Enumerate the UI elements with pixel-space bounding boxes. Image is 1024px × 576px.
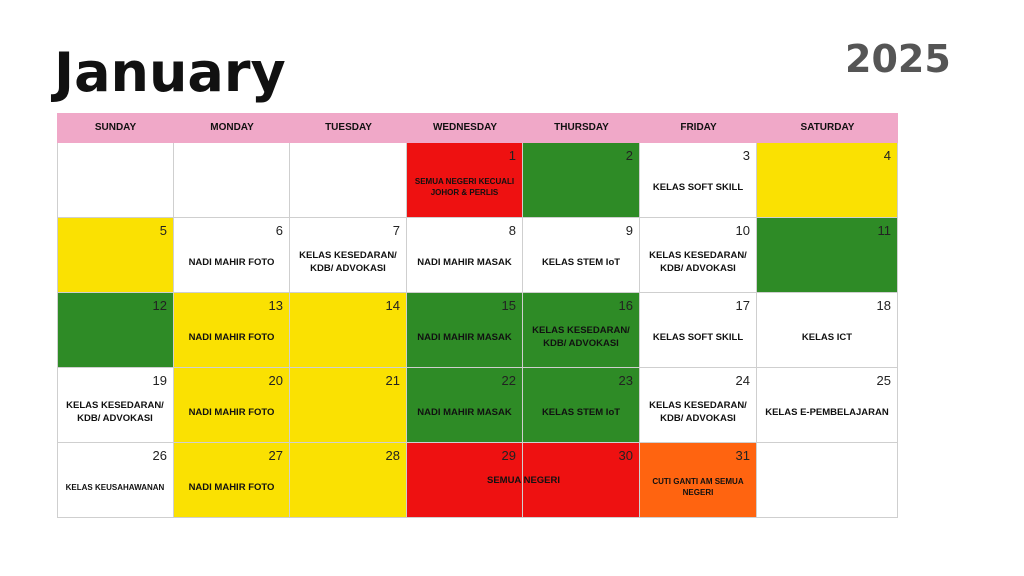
day-cell-4[interactable] (757, 143, 898, 218)
day-cell-2[interactable] (523, 143, 640, 218)
event-label: KELAS SOFT SKILL (652, 181, 744, 193)
day-cell-31[interactable] (640, 443, 757, 518)
event-label: NADI MAHIR FOTO (188, 406, 275, 418)
spanning-event-label: SEMUA NEGERI (486, 475, 561, 486)
day-number: 2 (625, 148, 633, 163)
day-number: 25 (876, 373, 891, 388)
day-cell-11[interactable] (757, 218, 898, 293)
event-label: KELAS STEM IoT (541, 256, 621, 268)
day-number: 9 (625, 223, 633, 238)
day-number: 3 (742, 148, 750, 163)
day-cell-12[interactable] (57, 293, 174, 368)
event-label: KELAS ICT (801, 331, 853, 343)
day-cell-28[interactable] (290, 443, 407, 518)
empty-day-cell[interactable] (757, 443, 898, 518)
day-number: 16 (618, 298, 633, 313)
day-number: 7 (392, 223, 400, 238)
day-cell-22[interactable] (407, 368, 523, 443)
day-number: 17 (735, 298, 750, 313)
day-cell-5[interactable] (57, 218, 174, 293)
day-number: 4 (883, 148, 891, 163)
day-cell-8[interactable] (407, 218, 523, 293)
day-number: 1 (508, 148, 516, 163)
weekday-tuesday: TUESDAY (325, 122, 372, 133)
event-label: KELAS KEUSAHAWANAN (65, 482, 165, 492)
event-label: NADI MAHIR MASAK (417, 331, 512, 343)
event-label: NADI MAHIR MASAK (417, 406, 512, 418)
day-cell-15[interactable] (407, 293, 523, 368)
day-cell-9[interactable] (523, 218, 640, 293)
event-label: KELAS KESEDARAN/ KDB/ ADVOKASI (299, 250, 397, 274)
weekday-friday: FRIDAY (680, 122, 717, 133)
day-number: 26 (152, 448, 167, 463)
event-label: KELAS SOFT SKILL (652, 331, 744, 343)
day-number: 30 (618, 448, 633, 463)
day-cell-10[interactable] (640, 218, 757, 293)
day-number: 8 (508, 223, 516, 238)
day-cell-3[interactable] (640, 143, 757, 218)
calendar-grid (57, 113, 898, 518)
weekday-sunday: SUNDAY (94, 122, 137, 133)
event-label: NADI MAHIR FOTO (188, 256, 275, 268)
event-label: KELAS KESEDARAN/ KDB/ ADVOKASI (649, 400, 747, 424)
day-number: 21 (385, 373, 400, 388)
day-number: 24 (735, 373, 750, 388)
event-label: KELAS STEM IoT (541, 406, 621, 418)
day-number: 20 (268, 373, 283, 388)
day-number: 11 (877, 223, 891, 238)
day-number: 18 (876, 298, 891, 313)
event-label: NADI MAHIR FOTO (188, 331, 275, 343)
day-cell-1[interactable] (407, 143, 523, 218)
day-cell-17[interactable] (640, 293, 757, 368)
day-cell-13[interactable] (174, 293, 290, 368)
empty-day-cell[interactable] (290, 143, 407, 218)
weekday-saturday: SATURDAY (800, 122, 855, 133)
event-label: NADI MAHIR FOTO (188, 481, 275, 493)
weekday-wednesday: WEDNESDAY (432, 122, 498, 133)
day-number: 22 (501, 373, 516, 388)
day-number: 10 (735, 223, 750, 238)
day-cell-19[interactable] (57, 368, 174, 443)
day-number: 27 (268, 448, 283, 463)
weekday-thursday: THURSDAY (554, 122, 609, 133)
day-cell-6[interactable] (174, 218, 290, 293)
day-cell-18[interactable] (757, 293, 898, 368)
day-number: 23 (618, 373, 633, 388)
day-number: 19 (152, 373, 167, 388)
event-label: NADI MAHIR MASAK (417, 256, 512, 268)
day-number: 29 (501, 448, 516, 463)
day-number: 28 (385, 448, 400, 463)
day-number: 6 (275, 223, 283, 238)
event-label: KELAS E-PEMBELAJARAN (765, 406, 889, 418)
event-label: KELAS KESEDARAN/ KDB/ ADVOKASI (66, 400, 164, 424)
day-cell-24[interactable] (640, 368, 757, 443)
month-title: January (54, 41, 286, 104)
day-cell-7[interactable] (290, 218, 407, 293)
day-cell-14[interactable] (290, 293, 407, 368)
event-label: SEMUA NEGERI KECUALI JOHOR & PERLIS (414, 177, 515, 197)
day-cell-20[interactable] (174, 368, 290, 443)
day-cell-27[interactable] (174, 443, 290, 518)
weekday-header-row (57, 113, 898, 143)
day-number: 31 (735, 448, 750, 463)
weekday-monday: MONDAY (210, 122, 254, 133)
year-label: 2025 (845, 37, 951, 81)
event-label: KELAS KESEDARAN/ KDB/ ADVOKASI (532, 325, 630, 349)
empty-day-cell[interactable] (57, 143, 174, 218)
day-number: 13 (268, 298, 283, 313)
day-cell-26[interactable] (57, 443, 174, 518)
day-cell-25[interactable] (757, 368, 898, 443)
event-label: CUTI GANTI AM SEMUA NEGERI (652, 477, 744, 497)
event-label: KELAS KESEDARAN/ KDB/ ADVOKASI (649, 250, 747, 274)
day-cell-21[interactable] (290, 368, 407, 443)
empty-day-cell[interactable] (174, 143, 290, 218)
day-cell-23[interactable] (523, 368, 640, 443)
day-cell-16[interactable] (523, 293, 640, 368)
day-number: 14 (385, 298, 400, 313)
day-number: 12 (152, 298, 167, 313)
day-number: 5 (159, 223, 167, 238)
day-number: 15 (501, 298, 516, 313)
